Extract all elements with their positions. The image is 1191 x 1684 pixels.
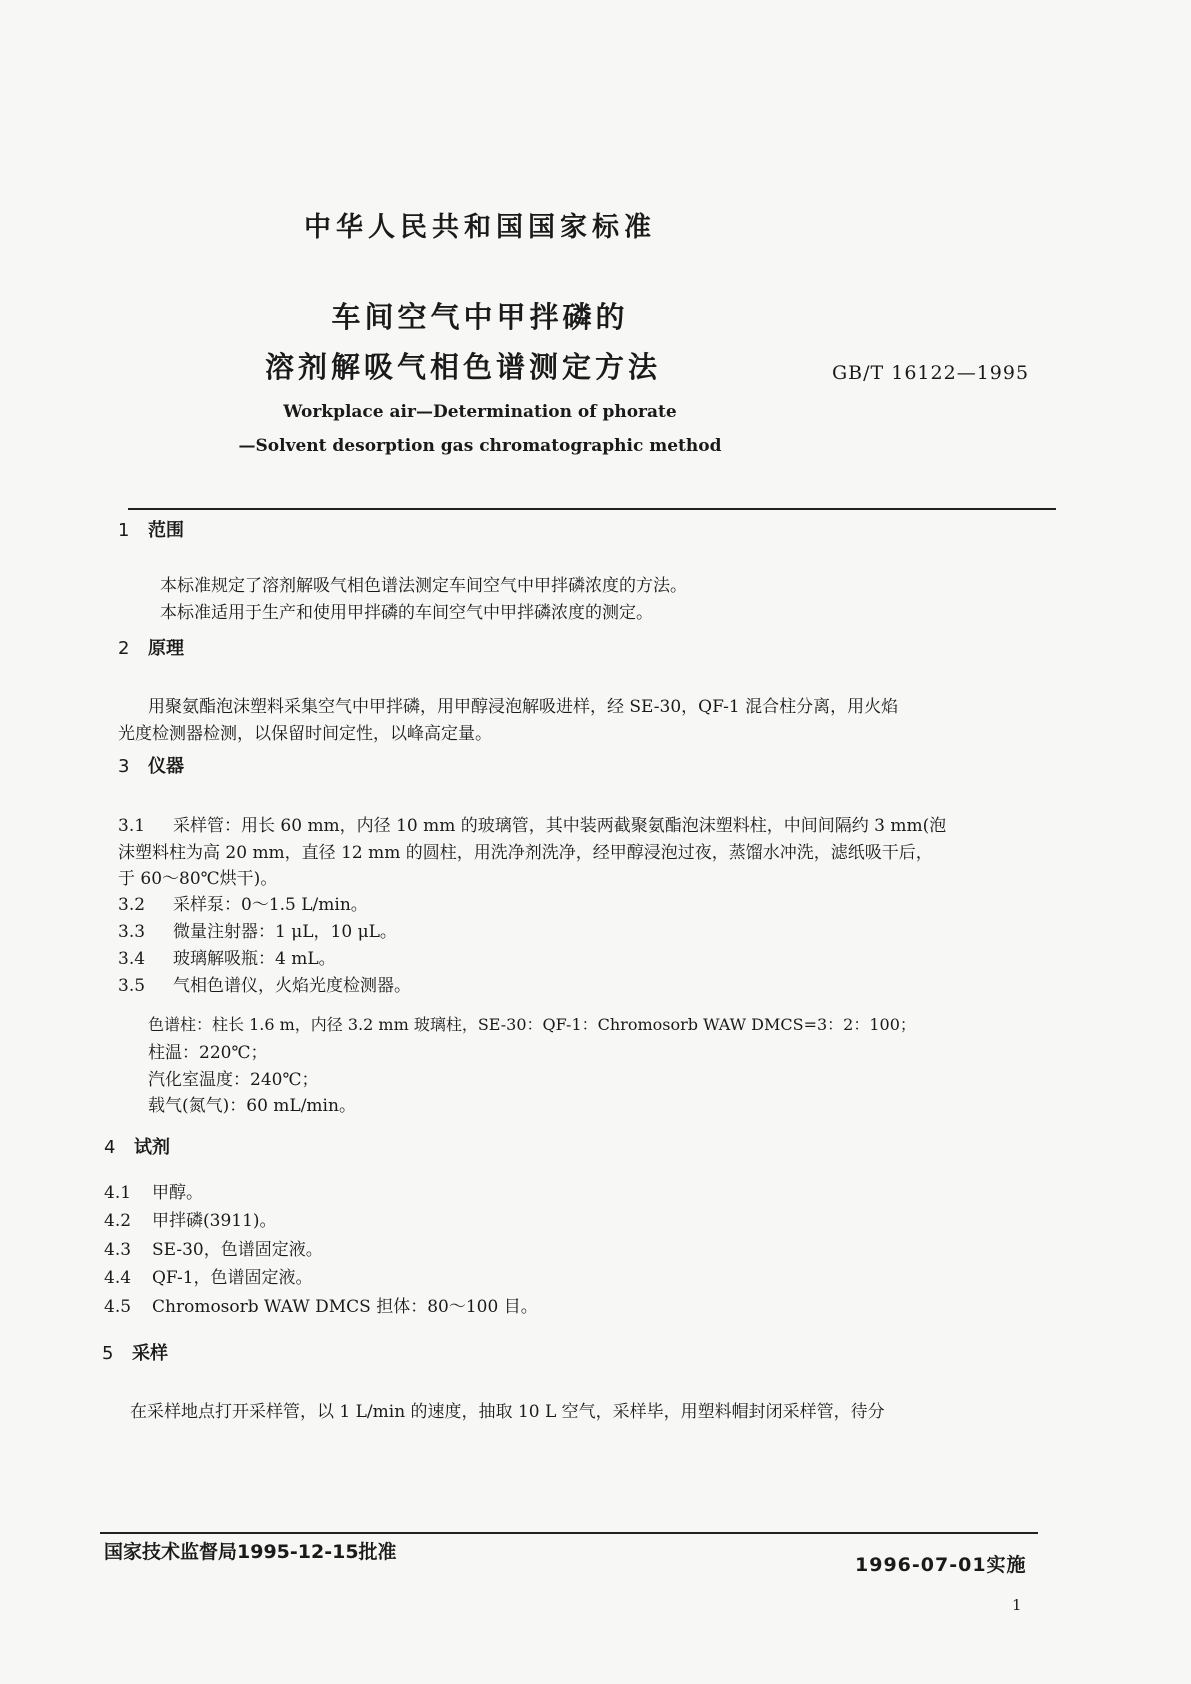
paragraph-line: 于 60～80℃烘干)。: [118, 869, 278, 889]
item-text: 甲醇。: [152, 1183, 203, 1203]
section-title: 范围: [148, 520, 184, 541]
section-heading-apparatus: [118, 752, 184, 778]
paragraph-line: 光度检测器检测，以保留时间定性，以峰高定量。: [118, 724, 492, 744]
section-title: 仪器: [148, 756, 184, 777]
item-text: 采样泵：0～1.5 L/min。: [173, 895, 368, 915]
section-heading-scope: [118, 516, 184, 542]
item-number: 3.4: [118, 949, 146, 969]
list-item-4-1: [104, 1178, 203, 1203]
list-item-3-1: [118, 811, 946, 836]
page-number: 1: [1012, 1596, 1022, 1614]
item-text: 采样管：用长 60 mm，内径 10 mm 的玻璃管，其中装两截聚氨酯泡沫塑料柱，中间间隔约 3 mm(泡: [173, 816, 947, 836]
item-number: 3.3: [118, 922, 146, 942]
list-item-3-3: [118, 917, 397, 942]
section-number: 5: [102, 1343, 114, 1364]
item-number: 4.2: [104, 1211, 132, 1231]
item-number: 4.1: [104, 1183, 132, 1203]
list-item-3-5: [118, 971, 411, 996]
item-text: 微量注射器：1 μL，10 μL。: [173, 922, 397, 942]
standard-number: GB/T 16122—1995: [832, 362, 1030, 384]
list-item-4-2: [104, 1206, 277, 1231]
title-line-1: 车间空气中甲拌磷的: [331, 300, 629, 334]
list-item-4-3: [104, 1235, 323, 1260]
list-item-3-2: [118, 890, 368, 915]
column-spec: 色谱柱：柱长 1.6 m，内径 3.2 mm 玻璃柱，SE-30：QF-1：Chromosorb WAW DMCS=3：2：100；: [148, 1015, 916, 1034]
section-number: 1: [118, 520, 130, 541]
english-title-line-1: Workplace air—Determination of phorate: [283, 402, 677, 422]
item-text: 甲拌磷(3911)。: [152, 1211, 277, 1231]
section-number: 2: [118, 638, 130, 659]
section-number: 4: [104, 1137, 116, 1158]
column-temp: 柱温：220℃；: [148, 1043, 268, 1063]
item-number: 4.5: [104, 1297, 132, 1317]
paragraph-line: 在采样地点打开采样管，以 1 L/min 的速度，抽取 10 L 空气，采样毕，用塑料帽封闭采样管，待分: [130, 1402, 885, 1422]
item-number: 4.4: [104, 1268, 132, 1288]
title-line-2: 溶剂解吸气相色谱测定方法: [265, 350, 662, 384]
list-item-4-4: [104, 1263, 313, 1288]
section-title: 采样: [132, 1343, 168, 1364]
paragraph-line: 用聚氨酯泡沫塑料采集空气中甲拌磷，用甲醇浸泡解吸进样，经 SE-30，QF-1 混合柱分离，用火焰: [148, 697, 899, 717]
item-number: 3.2: [118, 895, 146, 915]
section-heading-reagents: [104, 1133, 170, 1159]
header-divider: [128, 508, 1056, 510]
section-heading-principle: [118, 634, 184, 660]
section-number: 3: [118, 756, 130, 777]
paragraph: 本标准适用于生产和使用甲拌磷的车间空气中甲拌磷浓度的测定。: [160, 603, 653, 623]
footer-divider: [100, 1532, 1038, 1534]
paragraph: 本标准规定了溶剂解吸气相色谱法测定车间空气中甲拌磷浓度的方法。: [160, 576, 687, 596]
english-title-line-2: —Solvent desorption gas chromatographic method: [238, 436, 722, 456]
section-heading-sampling: [102, 1339, 168, 1365]
item-number: 3.1: [118, 816, 146, 836]
vaporizer-temp: 汽化室温度：240℃；: [148, 1070, 319, 1090]
item-text: 气相色谱仪，火焰光度检测器。: [173, 976, 411, 996]
effective-date: 1996-07-01实施: [855, 1554, 1027, 1576]
approval-line: 国家技术监督局1995-12-15批准: [104, 1541, 397, 1563]
item-number: 4.3: [104, 1240, 132, 1260]
item-text: Chromosorb WAW DMCS 担体：80～100 目。: [152, 1297, 538, 1317]
section-title: 试剂: [134, 1137, 170, 1158]
item-text: 玻璃解吸瓶：4 mL。: [173, 949, 336, 969]
item-number: 3.5: [118, 976, 146, 996]
list-item-3-4: [118, 944, 336, 969]
section-title: 原理: [148, 638, 184, 659]
item-text: SE-30，色谱固定液。: [152, 1240, 323, 1260]
standard-type-heading: 中华人民共和国国家标准: [304, 212, 656, 243]
list-item-4-5: [104, 1292, 538, 1317]
carrier-gas: 载气(氮气)：60 mL/min。: [148, 1096, 356, 1116]
item-text: QF-1，色谱固定液。: [152, 1268, 313, 1288]
paragraph-line: 沫塑料柱为高 20 mm，直径 12 mm 的圆柱，用洗净剂洗净，经甲醇浸泡过夜，蒸馏水冲洗，滤纸吸干后，: [118, 843, 933, 863]
